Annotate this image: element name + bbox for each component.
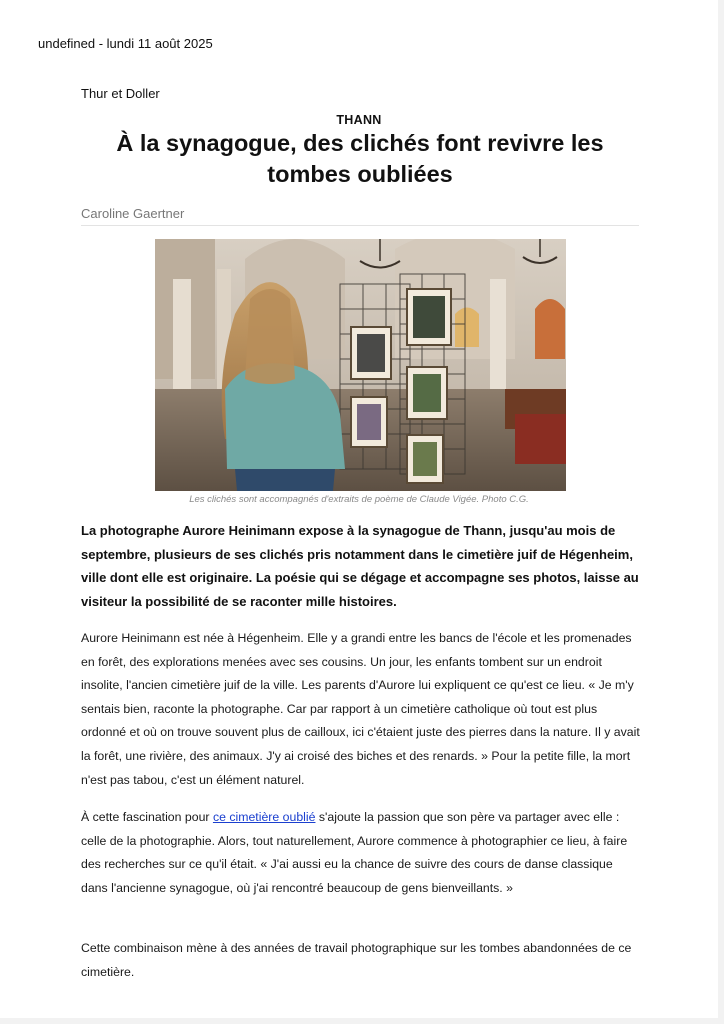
author-byline: Caroline Gaertner — [81, 206, 185, 221]
section-label: Thur et Doller — [81, 86, 160, 101]
kicker: THANN — [336, 113, 382, 127]
article-paragraph: Cette combinaison mène à des années de travail photographique sur les tombes abandonnées de ce cimetière. — [81, 941, 632, 979]
dateline: undefined - lundi 11 août 2025 — [38, 36, 213, 51]
cemetery-link[interactable]: ce cimetière oublié — [212, 810, 316, 824]
paragraph-text: s'ajoute la passion que son père va partager avec elle : celle de la photographie. Alors, tout naturellement, Aurore commence à photographier ce lieu, à faire des recherches sur ce qu'il était. « J'ai aussi eu la chance de suivre des cours de danse classique dans l'ancienne synagogue, où j'ai rencontré beaucoup de gens bienveillants. » — [81, 810, 628, 895]
byline-divider — [81, 225, 639, 226]
article-photo — [155, 239, 566, 491]
article-title: À la synagogue, des clichés font revivre les tombes oubliées — [116, 130, 604, 187]
article-paragraph — [81, 806, 641, 900]
paragraph-text: À cette fascination pour — [81, 810, 213, 824]
photo-caption: Les clichés sont accompagnés d'extraits de poème de Claude Vigée. Photo C.G. — [189, 494, 529, 505]
article-paragraph: Aurore Heinimann est née à Hégenheim. Elle y a grandi entre les bancs de l'école et les promenades en forêt, des explorations menées avec ses cousins. Un jour, les enfants tombent sur un endroit insolite, l'ancien cimetière juif de la ville. Les parents d'Aurore lui expliquent ce qu'est ce lieu. « Je m'y sentais bien, raconte la photographe. Car par rapport à un cimetière catholique où tout est plus ordonné et où on trouve souvent plus de cailloux, ici c'étaient juste des pierres dans la nature. Il y avait la forêt, une rivière, des animaux. J'y ai croisé des biches et des renards. » Pour la petite fille, la mort n'est pas tabou, c'est un élément naturel. — [81, 631, 640, 787]
article-lead: La photographe Aurore Heinimann expose à la synagogue de Thann, jusqu'au mois de septembre, plusieurs de ses clichés pris notamment dans le cimetière juif de Hégenheim, ville dont elle est originaire. La poésie qui se dégage et accompagne ses photos, laisse au visiteur la possibilité de se raconter mille histoires. — [81, 523, 639, 609]
